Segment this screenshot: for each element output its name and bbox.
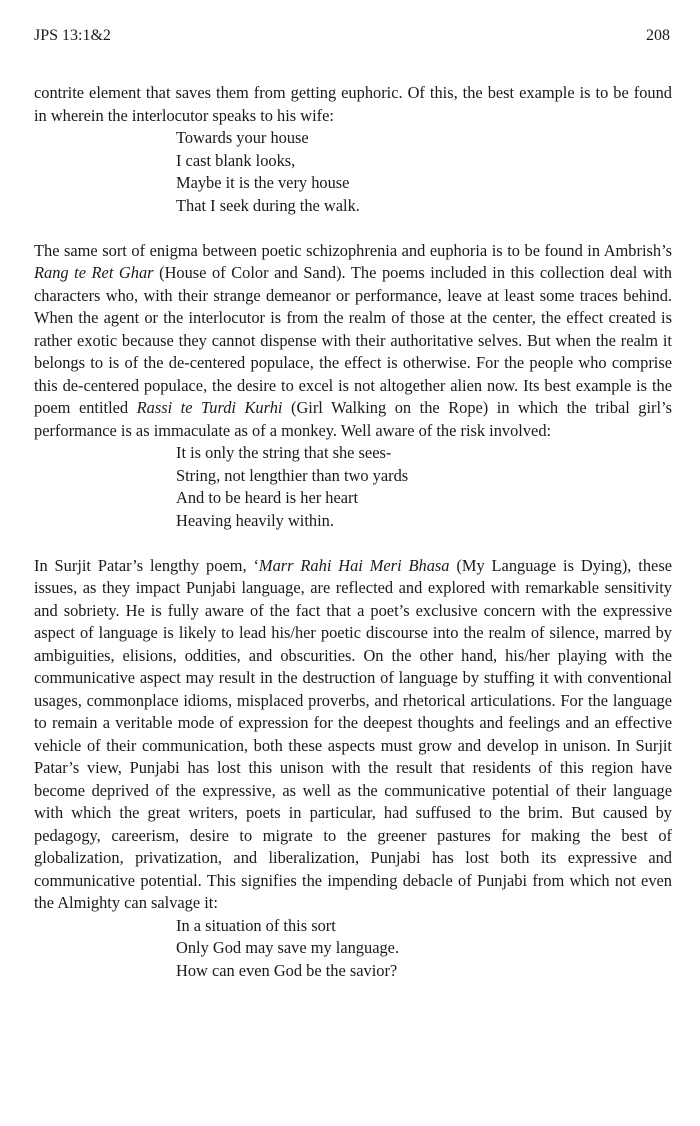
verse-line: It is only the string that she sees-	[176, 443, 392, 462]
poem-title: Rassi te Turdi Kurhi	[136, 398, 283, 417]
verse-quote	[34, 442, 672, 532]
verse-line: And to be heard is her heart	[176, 488, 359, 507]
verse-quote	[34, 127, 672, 217]
verse-line: Maybe it is the very house	[176, 173, 350, 192]
verse-quote	[34, 915, 672, 983]
paragraph: In Surjit Patar’s lengthy poem, ‘Marr Rahi Hai Meri Bhasa (My Language is Dying), these issues, as they impact Punjabi language, are reflected and explored with remarkable sensitivity and sobriety. He is fully aware of the fact that a poet’s exclusive concern with the expressive aspect of language is likely to lead his/her poetic discourse into the realm of silence, marred by ambiguities, elisions, oddities, and obscurities. On the other hand, his/her playing with the communicative aspect may result in the destruction of language by stuffing it with conventional usages, commonplace idioms, misplaced proverbs, and rhetorical articulations. For the language to remain a veritable mode of expression for the deepest thoughts and feelings and an effective vehicle of their communication, both these aspects must grow and develop in unison. In Surjit Patar’s view, Punjabi has lost this unison with the result that residents of this region have become deprived of the expressive, as well as the communicative potential of their language with which the great writers, poets in particular, had suffused to the brim. But caused by pedagogy, careerism, desire to migrate to the greener pastures for making the best of globalization, privatization, and liberalization, Punjabi has lost both its expressive and communicative potential. This signifies the impending debacle of Punjabi from which not even the Almighty can salvage it:	[34, 555, 672, 912]
paragraph: The same sort of enigma between poetic schizophrenia and euphoria is to be found in Ambrish’s Rang te Ret Ghar (House of Color and Sand). The poems included in this collection deal with characters who, with their strange demeanor or performance, leave at least some traces behind. When the agent or the interlocutor is from the realm of those at the center, the effect created is rather exotic because they cannot dispense with their authoritative selves. But when the realm it belongs to is of the de-centered populace, the effect is otherwise. For the people who comprise this de-centered populace, the desire to excel is not altogether alien now. Its best example is the poem entitled Rassi te Turdi Kurhi (Girl Walking on the Rope) in which the tribal girl’s performance is as immaculate as of a monkey. Well aware of the risk involved:	[34, 240, 672, 440]
paragraph: contrite element that saves them from getting euphoric. Of this, the best example is to be found in wherein the interlocutor speaks to his wife:	[34, 83, 672, 125]
poem-title: Marr Rahi Hai Meri Bhasa	[258, 555, 450, 575]
verse-line: Only God may save my language.	[176, 938, 400, 957]
verse-line: String, not lengthier than two yards	[176, 465, 409, 485]
journal-citation: JPS 13:1&2	[34, 27, 111, 44]
poem-title: Rang te Ret Ghar	[34, 263, 154, 282]
page-number: 208	[646, 27, 670, 44]
article-body	[34, 82, 672, 982]
verse-line: Heaving heavily within.	[176, 510, 334, 530]
verse-line: How can even God be the savior?	[176, 960, 398, 980]
verse-line: I cast blank looks,	[176, 150, 296, 170]
verse-line: In a situation of this sort	[176, 915, 336, 935]
verse-line: Towards your house	[176, 128, 309, 147]
verse-line: That I seek during the walk.	[176, 195, 360, 215]
